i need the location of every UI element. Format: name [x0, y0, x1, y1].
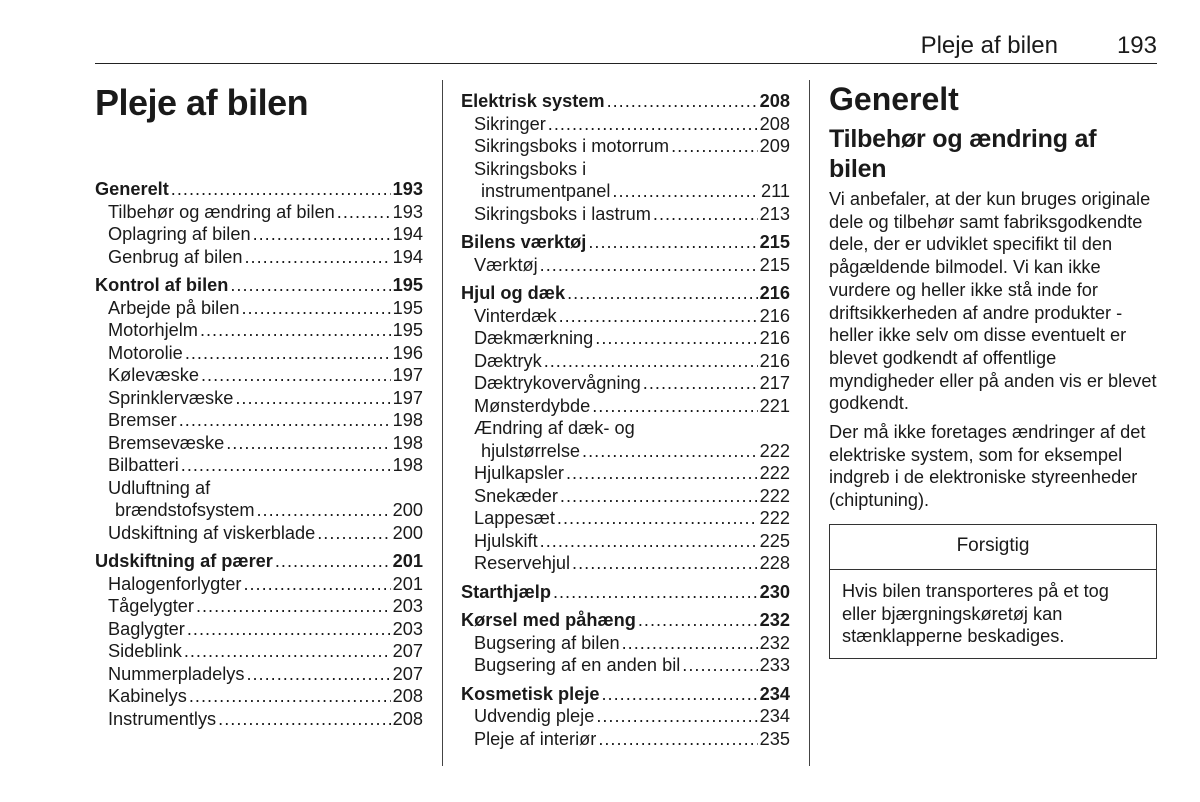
- toc-entry-title: Vinterdæk: [474, 305, 557, 326]
- toc-entry-page: 200: [392, 500, 423, 520]
- toc-entry-title: Generelt: [95, 179, 169, 199]
- toc-entry-page: 195: [392, 275, 423, 295]
- toc-entry-page: 200: [392, 522, 423, 543]
- toc-entry-main[interactable]: [461, 581, 790, 604]
- toc-entry-page: 203: [392, 618, 423, 639]
- toc-entry-page: 213: [759, 203, 790, 224]
- toc-entry[interactable]: [95, 573, 423, 596]
- toc-entry[interactable]: [95, 595, 423, 618]
- toc-entry-page: 216: [759, 350, 790, 371]
- toc-entry-page: 201: [392, 573, 423, 594]
- toc-entry-page: 225: [759, 530, 790, 551]
- toc-entry-main[interactable]: [461, 683, 790, 706]
- toc-entry-page: 222: [759, 463, 790, 483]
- toc-entry-title: Kørsel med påhæng: [461, 610, 636, 630]
- toc-entry-title: Sikringsboks i motorrum: [474, 136, 670, 156]
- toc-entry-title: Bugsering af en anden bil: [474, 655, 681, 675]
- toc-section-udskiftning-af-paerer: [95, 550, 423, 730]
- toc-entry-page: 198: [392, 410, 423, 430]
- toc-entry-title: Sikringsboks i lastrum: [474, 203, 651, 224]
- body-paragraph: Vi anbefaler, at der kun bruges originale dele og tilbehør samt fabriksgodkendte dele, der er udviklet specifikt til den pågældende bilmodel. Vi kan ikke vurdere og heller ikke stå inde for driftsikkerheden af andre produkter - heller ikke selv om disse eventuelt er blevet godkendt af offentlige myndigheder eller på anden vis er blevet godkendt.: [829, 189, 1157, 414]
- toc-entry-page: 197: [392, 365, 423, 385]
- toc-entry[interactable]: [461, 203, 790, 226]
- header-divider: [95, 63, 1157, 64]
- toc-entry-title: Udskiftning af viskerblade: [108, 522, 316, 543]
- toc-entry-title: Nummerpladelys: [108, 663, 245, 684]
- toc-entry[interactable]: [461, 305, 790, 328]
- toc-entry-title: Motorolie: [108, 342, 183, 363]
- toc-section-elektrisk-system: [461, 90, 790, 225]
- toc-entry-title: Baglygter: [108, 618, 185, 639]
- toc-entry-title-line2: brændstofsystem: [115, 500, 255, 520]
- toc-entry-title: Snekæder: [474, 485, 558, 506]
- toc-entry-page: 216: [759, 283, 790, 303]
- toc-entry-title: Genbrug af bilen: [108, 246, 243, 267]
- toc-entry-page: 228: [759, 553, 790, 573]
- toc-entry-title-line2: instrumentpanel: [481, 181, 611, 201]
- toc-entry[interactable]: [461, 654, 790, 677]
- toc-entry-title: Oplagring af bilen: [108, 224, 251, 244]
- toc-entry[interactable]: [95, 432, 423, 455]
- toc-entry-page: 194: [392, 246, 423, 267]
- toc-entry[interactable]: [461, 728, 790, 751]
- toc-entry-page: 203: [392, 596, 423, 616]
- toc-entry-page: 198: [392, 455, 423, 475]
- toc-entry-title: Bugsering af bilen: [474, 632, 620, 653]
- toc-entry-title: Dækmærkning: [474, 328, 594, 348]
- toc-entry[interactable]: [461, 135, 790, 158]
- toc-entry-page: 222: [759, 485, 790, 506]
- toc-entry-page: 208: [392, 686, 423, 706]
- toc-entry-page: 233: [759, 655, 790, 675]
- toc-entry-page: 232: [759, 632, 790, 653]
- toc-entry[interactable]: [461, 254, 790, 277]
- toc-entry-title: Tågelygter: [108, 596, 194, 616]
- toc-entry[interactable]: [95, 708, 423, 731]
- toc-entry-page: 230: [759, 581, 790, 602]
- toc-entry-main[interactable]: [461, 90, 790, 113]
- toc-entry-page: 222: [759, 508, 790, 528]
- toc-entry-title: Mønsterdybde: [474, 395, 591, 416]
- toc-entry-page: 208: [392, 708, 423, 729]
- toc-entry-title: Udskiftning af pærer: [95, 551, 273, 571]
- toc-entry-page: 195: [392, 297, 423, 318]
- toc-entry-title: Dæktryk: [474, 350, 542, 371]
- toc-entry[interactable]: [95, 364, 423, 387]
- toc-entry-title: Lappesæt: [474, 508, 555, 528]
- toc-entry-title: Dæktrykovervågning: [474, 373, 641, 393]
- toc-entry-page: 207: [392, 641, 423, 661]
- toc-entry-title: Bilbatteri: [108, 455, 179, 475]
- toc-entry-page: 217: [759, 373, 790, 393]
- caution-text: Hvis bilen transporteres på et tog eller bjærgningskøretøj kan stænklapperne beskadiges.: [842, 580, 1109, 647]
- toc-section-koersel-med-paahaeng: [461, 609, 790, 677]
- toc-entry-title: Halogenforlygter: [108, 573, 242, 594]
- toc-entry-page: 198: [392, 432, 423, 453]
- toc-entry-title: Sprinklervæske: [108, 387, 234, 408]
- toc-entry-page: 221: [759, 395, 790, 416]
- toc-entry-page: 194: [392, 224, 423, 244]
- toc-entry-page: 197: [392, 387, 423, 408]
- toc-entry-page: 216: [759, 305, 790, 326]
- toc-entry-title: Kosmetisk pleje: [461, 683, 600, 704]
- toc-entry[interactable]: [95, 319, 423, 342]
- table-of-contents-column-1: [95, 178, 423, 736]
- toc-entry-page: 209: [759, 136, 790, 156]
- body-paragraph: Der må ikke foretages ændringer af det elektriske system, som for eksempel indgreb i de elektroniske styreenheder (chiptuning).: [829, 422, 1146, 511]
- toc-entry[interactable]: [461, 507, 790, 530]
- toc-entry[interactable]: [461, 113, 790, 136]
- running-header-title: Pleje af bilen: [920, 32, 1058, 59]
- toc-entry-title: Pleje af interiør: [474, 728, 597, 749]
- toc-entry-title: Arbejde på bilen: [108, 297, 240, 318]
- toc-entry-page: 235: [759, 728, 790, 749]
- toc-entry-title-line1[interactable]: Udluftning af: [108, 477, 211, 498]
- toc-entry[interactable]: [95, 297, 423, 320]
- toc-entry-page: 196: [392, 342, 423, 363]
- toc-entry[interactable]: [461, 440, 790, 463]
- toc-entry[interactable]: [461, 485, 790, 508]
- toc-entry-title-line2: hjulstørrelse: [481, 440, 581, 461]
- toc-entry-title-line1[interactable]: Sikringsboks i: [474, 158, 587, 179]
- toc-section-kontrol-af-bilen: [95, 274, 423, 544]
- toc-entry-page: 208: [759, 91, 790, 111]
- toc-entry-title: Starthjælp: [461, 581, 551, 602]
- toc-entry[interactable]: [95, 685, 423, 708]
- toc-entry[interactable]: [461, 327, 790, 350]
- toc-entry[interactable]: [461, 632, 790, 655]
- toc-entry-title: Instrumentlys: [108, 708, 217, 729]
- toc-entry-title: Hjulskift: [474, 530, 538, 551]
- caution-box: [829, 524, 1157, 659]
- toc-entry[interactable]: [95, 454, 423, 477]
- toc-entry-page: 234: [759, 683, 790, 704]
- toc-entry-title: Elektrisk system: [461, 91, 605, 111]
- toc-entry-title: Kabinelys: [108, 686, 187, 706]
- toc-entry-title: Udvendig pleje: [474, 706, 595, 726]
- toc-entry[interactable]: [95, 223, 423, 246]
- toc-entry-page: 195: [392, 320, 423, 340]
- toc-entry-title: Bilens værktøj: [461, 232, 587, 252]
- toc-section-hjul-og-daek: [461, 282, 790, 575]
- toc-entry[interactable]: [461, 372, 790, 395]
- toc-entry-title: Motorhjelm: [108, 320, 198, 340]
- toc-entry[interactable]: [461, 530, 790, 553]
- toc-section-generelt: [95, 178, 423, 268]
- toc-entry-page: 215: [759, 232, 790, 252]
- caution-title: Forsigtig: [830, 525, 1156, 570]
- toc-entry-page: 234: [759, 706, 790, 726]
- toc-entry-title: Tilbehør og ændring af bilen: [108, 201, 335, 222]
- column-divider-1: [442, 80, 443, 766]
- toc-entry-page: 193: [392, 201, 423, 222]
- toc-entry-title: Reservehjul: [474, 553, 571, 573]
- toc-entry[interactable]: [95, 618, 423, 641]
- toc-entry[interactable]: [461, 462, 790, 485]
- toc-section-bilens-vaerktoej: [461, 231, 790, 276]
- toc-entry-page: 222: [759, 440, 790, 461]
- toc-entry[interactable]: [461, 180, 790, 203]
- toc-entry[interactable]: [461, 705, 790, 728]
- toc-section-starthjaelp: [461, 581, 790, 604]
- toc-entry-title: Hjulkapsler: [474, 463, 564, 483]
- toc-entry-title: Sideblink: [108, 641, 182, 661]
- toc-entry-title: Kølevæske: [108, 365, 199, 385]
- toc-entry[interactable]: [95, 522, 423, 545]
- toc-entry[interactable]: [461, 350, 790, 373]
- chapter-title: Pleje af bilen: [95, 82, 309, 123]
- section-heading: Generelt: [829, 81, 959, 117]
- toc-section-kosmetisk-pleje: [461, 683, 790, 751]
- table-of-contents-column-2: [461, 90, 790, 756]
- subsection-heading: Tilbehør og ændring af bilen: [829, 125, 1097, 183]
- body-column: [829, 80, 1159, 659]
- toc-entry[interactable]: [95, 663, 423, 686]
- page-number: 193: [1116, 32, 1157, 59]
- toc-entry-page: 201: [392, 551, 423, 571]
- toc-entry-title: Bremsevæske: [108, 432, 225, 453]
- toc-entry-page: 207: [392, 663, 423, 684]
- toc-entry-main[interactable]: [461, 609, 790, 632]
- toc-entry[interactable]: [95, 640, 423, 663]
- toc-entry-main[interactable]: [95, 274, 423, 297]
- toc-entry[interactable]: [95, 342, 423, 365]
- toc-entry-page: 215: [759, 254, 790, 275]
- toc-entry-page: 216: [759, 328, 790, 348]
- toc-entry-title: Bremser: [108, 410, 177, 430]
- toc-entry-title: Værktøj: [474, 254, 538, 275]
- toc-entry[interactable]: [95, 201, 423, 224]
- toc-entry[interactable]: [461, 552, 790, 575]
- toc-entry-main[interactable]: [461, 231, 790, 254]
- toc-entry[interactable]: [95, 499, 423, 522]
- toc-entry-main[interactable]: [95, 178, 423, 201]
- toc-entry-main[interactable]: [95, 550, 423, 573]
- toc-entry-page: 193: [392, 179, 423, 199]
- toc-entry[interactable]: [95, 409, 423, 432]
- toc-entry-page: 211: [761, 181, 790, 201]
- toc-entry-page: 208: [759, 113, 790, 134]
- toc-entry-main[interactable]: [461, 282, 790, 305]
- toc-entry[interactable]: [95, 387, 423, 410]
- toc-entry[interactable]: [461, 395, 790, 418]
- toc-entry[interactable]: [95, 246, 423, 269]
- toc-entry-page: 232: [759, 610, 790, 630]
- toc-entry-title: Kontrol af bilen: [95, 275, 229, 295]
- toc-entry-title-line1[interactable]: Ændring af dæk- og: [474, 418, 635, 438]
- toc-entry-title: Sikringer: [474, 113, 546, 134]
- column-divider-2: [809, 80, 810, 766]
- toc-entry-title: Hjul og dæk: [461, 283, 566, 303]
